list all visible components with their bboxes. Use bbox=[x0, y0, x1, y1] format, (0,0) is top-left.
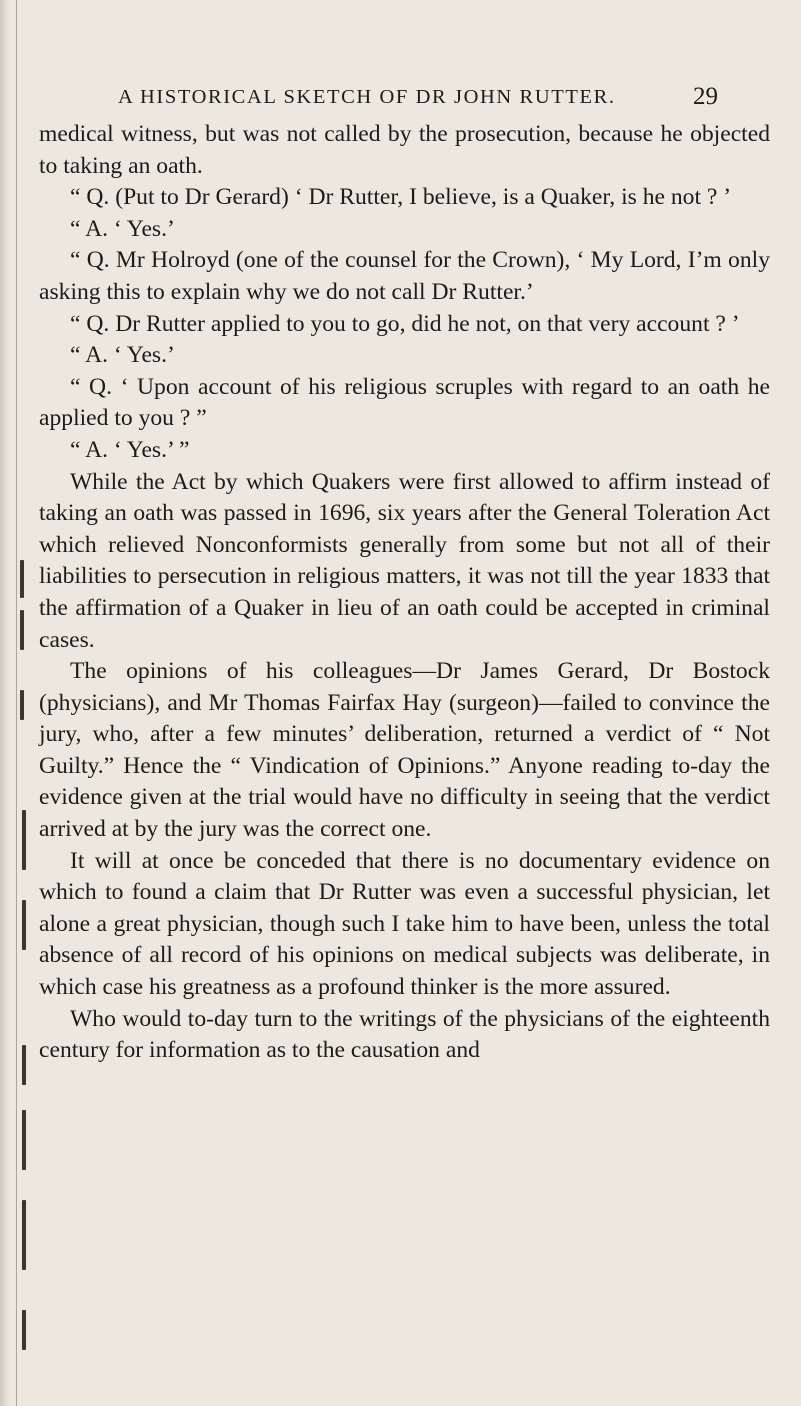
page-number: 29 bbox=[693, 83, 718, 110]
gutter-mark bbox=[22, 1310, 26, 1350]
paragraph: Who would to-day turn to the writings of the physicians of the eighteenth century for information as to the causation and bbox=[39, 1005, 770, 1064]
paragraph: While the Act by which Quakers were first allowed to affirm instead of taking an oath was passed in 1696, six years after the General Toleration Act which relieved Nonconformists generally from some but not all of their liabilities to persecution in religious matters, it was not till the year 1833 that the affirmation of a Quaker in lieu of an oath could be accepted in criminal cases. bbox=[39, 468, 770, 653]
testimony-line: “ Q. Mr Holroyd (one of the counsel for the Crown), ‘ My Lord, I’m only asking this to explain why we do not call Dr Rutter.’ bbox=[39, 247, 770, 305]
testimony-line: “ Q. (Put to Dr Gerard) ‘ Dr Rutter, I believe, is a Quaker, is he not ? ’ bbox=[70, 184, 732, 211]
gutter-mark bbox=[22, 810, 26, 870]
gutter-mark bbox=[22, 1110, 26, 1170]
gutter-mark bbox=[22, 1200, 26, 1270]
testimony-line: “ A. ‘ Yes.’ bbox=[70, 215, 175, 242]
body-text bbox=[39, 119, 770, 1067]
page-binding-edge bbox=[0, 0, 10, 1406]
gutter-mark bbox=[20, 560, 24, 598]
testimony-line: “ Q. Dr Rutter applied to you to go, did he not, on that very account ? ’ bbox=[70, 310, 740, 337]
gutter-mark bbox=[20, 690, 24, 720]
paragraph: It will at once be conceded that there is no documentary evidence on which to found a claim that Dr Rutter was even a successful physician, let alone a great physician, though such I take him to have been, unless the total absence of all record of his opinions on medical subjects was deliberate, in which case his greatness as a profound thinker is the more assured. bbox=[39, 847, 770, 1001]
binding-shadow-line bbox=[16, 0, 17, 1406]
paragraph: The opinions of his colleagues—Dr James Gerard, Dr Bostock (physicians), and Mr Thomas Fairfax Hay (surgeon)—failed to convince the jury, who, after a few minutes’ deliberation, returned a verdict of “ Not Guilty.” Hence the “ Vindication of Opinions.” Anyone reading to-day the evidence given at the trial would have no difficulty in seeing that the verdict arrived at by the jury was the correct one. bbox=[39, 658, 770, 843]
testimony-line: “ Q. ‘ Upon account of his religious scruples with regard to an oath he applied to you ? ” bbox=[39, 373, 770, 432]
gutter-mark bbox=[22, 1045, 26, 1085]
testimony-line: “ A. ‘ Yes.’ ” bbox=[70, 436, 190, 463]
testimony-line: “ A. ‘ Yes.’ bbox=[70, 342, 175, 369]
paragraph: medical witness, but was not called by the prosecution, because he objected to taking an oath. bbox=[39, 121, 770, 179]
gutter-mark bbox=[20, 610, 24, 650]
running-head-title: A HISTORICAL SKETCH OF DR JOHN RUTTER. bbox=[118, 86, 616, 108]
gutter-mark bbox=[22, 900, 26, 950]
